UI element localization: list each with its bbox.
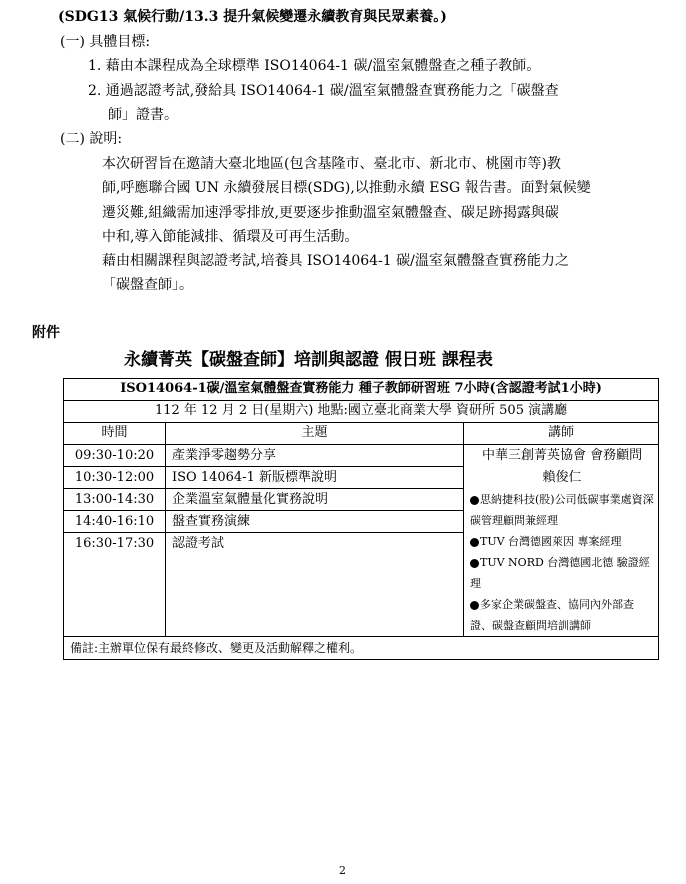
attachment-label: 附件 bbox=[32, 325, 60, 341]
instructor-org: 中華三創菁英協會 會務顧問 bbox=[481, 448, 643, 463]
row-time: 10:30-12:00 bbox=[64, 467, 166, 489]
table-note-row bbox=[64, 637, 659, 660]
section2-label: (二) 說明: bbox=[60, 131, 123, 147]
row-topic: 企業溫室氣體量化實務說明 bbox=[166, 489, 464, 511]
goal-item-2: 2. 通過認證考試,發給具 ISO14064-1 碳/溫室氣體盤查實務能力之「碳盤查 bbox=[88, 83, 559, 99]
desc-line-6: 「碳盤查師」。 bbox=[102, 277, 193, 293]
table-row bbox=[64, 445, 659, 467]
instructor-cell bbox=[464, 445, 659, 637]
desc-line-3: 遷災難,組織需加速淨零排放,更要逐步推動溫室氣體盤查、碳足跡揭露與碳 bbox=[102, 205, 559, 221]
course-date-location: 112 年 12 月 2 日(星期六) 地點:國立臺北商業大學 資研所 505 演講廳 bbox=[64, 401, 659, 423]
goal-item-2-cont: 師」證書。 bbox=[108, 107, 178, 123]
header-instructor: 講師 bbox=[464, 423, 659, 445]
table-subtitle-row bbox=[64, 379, 659, 401]
bullet-icon bbox=[470, 538, 479, 547]
row-time: 09:30-10:20 bbox=[64, 445, 166, 467]
instructor-credential: 思納捷科技(股)公司低碳事業處資深碳管理顧問兼經理 bbox=[470, 493, 654, 527]
instructor-credential: TUV NORD 台灣德國北德 驗證經理 bbox=[470, 556, 650, 590]
desc-line-1: 本次研習旨在邀請大臺北地區(包含基隆市、臺北市、新北市、桃園市等)教 bbox=[102, 156, 561, 172]
row-topic: ISO 14064-1 新版標準說明 bbox=[166, 467, 464, 489]
page-number: 2 bbox=[339, 864, 346, 877]
header-topic: 主題 bbox=[166, 423, 464, 445]
section1-label: (一) 具體目標: bbox=[60, 34, 151, 50]
header-time: 時間 bbox=[64, 423, 166, 445]
row-topic: 認證考試 bbox=[166, 533, 464, 637]
table-date-row bbox=[64, 401, 659, 423]
goal-item-1: 1. 藉由本課程成為全球標準 ISO14064-1 碳/溫室氣體盤查之種子教師。 bbox=[88, 58, 541, 74]
row-time: 14:40-16:10 bbox=[64, 511, 166, 533]
row-time: 16:30-17:30 bbox=[64, 533, 166, 637]
table-header-row bbox=[64, 423, 659, 445]
sdg-header: (SDG13 氣候行動/13.3 提升氣候變遷永續教育與民眾素養。) bbox=[58, 9, 447, 25]
bullet-icon bbox=[470, 601, 479, 610]
course-subtitle: ISO14064-1碳/溫室氣體盤查實務能力 種子教師研習班 7小時(含認證考試1小時) bbox=[64, 379, 659, 401]
row-time: 13:00-14:30 bbox=[64, 489, 166, 511]
instructor-name: 賴俊仁 bbox=[542, 470, 582, 485]
instructor-credential: 多家企業碳盤查、協同內外部查證、碳盤查顧問培訓講師 bbox=[470, 598, 634, 632]
bullet-icon bbox=[470, 559, 479, 568]
instructor-credential: TUV 台灣德國萊因 專案經理 bbox=[470, 531, 654, 552]
bullet-icon bbox=[470, 496, 479, 505]
desc-line-2: 師,呼應聯合國 UN 永續發展目標(SDG),以推動永續 ESG 報告書。面對氣候變 bbox=[102, 180, 591, 196]
row-topic: 產業淨零趨勢分享 bbox=[166, 445, 464, 467]
course-title: 永續菁英【碳盤查師】培訓與認證 假日班 課程表 bbox=[124, 350, 493, 370]
desc-line-5: 藉由相關課程與認證考試,培養具 ISO14064-1 碳/溫室氣體盤查實務能力之 bbox=[102, 253, 569, 269]
course-note: 備註:主辦單位保有最終修改、變更及活動解釋之權利。 bbox=[64, 637, 659, 660]
schedule-table bbox=[63, 378, 659, 660]
desc-line-4: 中和,導入節能減排、循環及可再生活動。 bbox=[102, 229, 359, 245]
row-topic: 盤查實務演練 bbox=[166, 511, 464, 533]
